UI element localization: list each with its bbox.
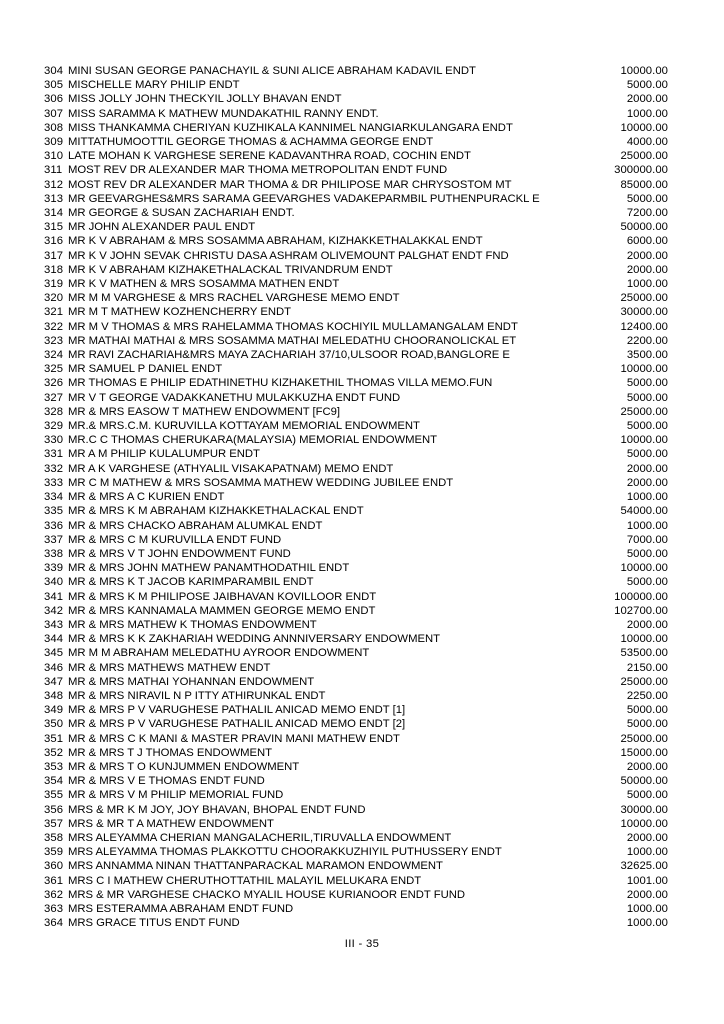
row-endowment-name: MR & MRS T J THOMAS ENDOWMENT: [68, 746, 273, 759]
row-endowment-name: MR & MRS K M ABRAHAM KIZHAKKETHALACKAL ENDT: [68, 505, 364, 518]
row-amount: 2000.00: [626, 831, 668, 844]
row-endowment-name: MR M T MATHEW KOZHENCHERRY ENDT: [68, 306, 292, 319]
row-amount: 10000.00: [620, 65, 668, 77]
row-endowment-name: MR GEEVARGHES&MRS SARAMA GEEVARGHES VADAKEPARMBIL PUTHENPURACKL E: [68, 192, 540, 205]
row-amount: 1000.00: [626, 107, 668, 120]
row-amount: 6000.00: [626, 235, 668, 248]
row-serial-number: 309: [44, 136, 64, 149]
row-amount: 5000.00: [626, 377, 668, 390]
row-endowment-name: MR & MRS EASOW T MATHEW ENDOWMENT [FC9]: [68, 405, 341, 418]
table-row: [44, 447, 668, 461]
row-endowment-name: MR V T GEORGE VADAKKANETHU MULAKKUZHA ENDT FUND: [68, 391, 401, 404]
row-endowment-name: LATE MOHAN K VARGHESE SERENE KADAVANTHRA ROAD, COCHIN ENDT: [68, 150, 471, 163]
table-row: [44, 64, 668, 78]
row-serial-number: 361: [44, 874, 64, 887]
row-amount: 5000.00: [626, 789, 668, 802]
row-amount: 50000.00: [620, 775, 668, 788]
row-serial-number: 362: [44, 888, 64, 901]
row-amount: 15000.00: [620, 746, 668, 759]
row-serial-number: 327: [44, 391, 64, 404]
row-amount: 5000.00: [626, 79, 668, 92]
row-endowment-name: MR & MRS CHACKO ABRAHAM ALUMKAL ENDT: [68, 519, 323, 532]
row-serial-number: 330: [44, 434, 64, 447]
row-amount: 2150.00: [626, 661, 668, 674]
row-amount: 30000.00: [620, 803, 668, 816]
row-amount: 5000.00: [626, 448, 668, 461]
row-serial-number: 305: [44, 79, 64, 92]
page-number-footer: III - 35: [344, 938, 380, 950]
row-amount: 10000.00: [620, 363, 668, 376]
row-serial-number: 328: [44, 405, 64, 418]
table-row: [44, 320, 668, 334]
row-endowment-name: MR A K VARGHESE (ATHYALIL VISAKAPATNAM) MEMO ENDT: [68, 462, 394, 475]
table-row: [44, 774, 668, 788]
row-endowment-name: MRS ANNAMMA NINAN THATTANPARACKAL MARAMON ENDOWMENT: [68, 860, 443, 873]
row-amount: 7000.00: [626, 533, 668, 546]
row-serial-number: 363: [44, 902, 64, 915]
table-row: [44, 575, 668, 589]
row-serial-number: 354: [44, 775, 64, 788]
row-endowment-name: MR C M MATHEW & MRS SOSAMMA MATHEW WEDDING JUBILEE ENDT: [68, 476, 454, 489]
table-row: [44, 874, 668, 888]
table-row: [44, 533, 668, 547]
row-endowment-name: MR & MRS KANNAMALA MAMMEN GEORGE MEMO ENDT: [68, 604, 376, 617]
row-serial-number: 325: [44, 363, 64, 376]
row-endowment-name: MR & MRS C M KURUVILLA ENDT FUND: [68, 533, 282, 546]
row-amount: 10000.00: [620, 562, 668, 575]
table-row: [44, 178, 668, 192]
row-endowment-name: MR & MRS P V VARUGHESE PATHALIL ANICAD MEMO ENDT [2]: [68, 718, 406, 731]
row-endowment-name: MR GEORGE & SUSAN ZACHARIAH ENDT.: [68, 207, 295, 220]
row-amount: 7200.00: [626, 207, 668, 220]
row-serial-number: 321: [44, 306, 64, 319]
table-row: [44, 803, 668, 817]
row-serial-number: 355: [44, 789, 64, 802]
row-amount: 2000.00: [626, 618, 668, 631]
table-row: [44, 78, 668, 92]
row-serial-number: 313: [44, 192, 64, 205]
table-row: [44, 689, 668, 703]
row-serial-number: 317: [44, 249, 64, 262]
table-row: [44, 519, 668, 533]
table-row: [44, 902, 668, 916]
row-amount: 1000.00: [626, 902, 668, 915]
row-amount: 32625.00: [620, 860, 668, 873]
table-row: [44, 419, 668, 433]
row-serial-number: 316: [44, 235, 64, 248]
row-endowment-name: MR M M ABRAHAM MELEDATHU AYROOR ENDOWMENT: [68, 647, 370, 660]
row-amount: 5000.00: [626, 718, 668, 731]
row-serial-number: 358: [44, 831, 64, 844]
row-serial-number: 336: [44, 519, 64, 532]
row-endowment-name: MRS C I MATHEW CHERUTHOTTATHIL MALAYIL MELUKARA ENDT: [68, 874, 422, 887]
row-endowment-name: MR & MRS P V VARUGHESE PATHALIL ANICAD MEMO ENDT [1]: [68, 704, 406, 717]
row-endowment-name: MRS ALEYAMMA CHERIAN MANGALACHERIL,TIRUVALLA ENDOWMENT: [68, 831, 452, 844]
table-row: [44, 490, 668, 504]
row-amount: 10000.00: [620, 817, 668, 830]
table-row: [44, 618, 668, 632]
row-serial-number: 357: [44, 817, 64, 830]
row-amount: 2000.00: [626, 249, 668, 262]
row-amount: 1000.00: [626, 917, 668, 930]
table-row: [44, 135, 668, 149]
table-row: [44, 817, 668, 831]
table-row: [44, 845, 668, 859]
table-row: [44, 632, 668, 646]
row-serial-number: 326: [44, 377, 64, 390]
table-row: [44, 547, 668, 561]
row-amount: 100000.00: [614, 590, 668, 603]
row-endowment-name: MR & MRS V M PHILIP MEMORIAL FUND: [68, 789, 284, 802]
row-amount: 12400.00: [620, 320, 668, 333]
table-row: [44, 590, 668, 604]
row-serial-number: 324: [44, 349, 64, 362]
table-row: [44, 760, 668, 774]
row-endowment-name: MR M M VARGHESE & MRS RACHEL VARGHESE MEMO ENDT: [68, 292, 400, 305]
row-serial-number: 308: [44, 121, 64, 134]
row-amount: 300000.00: [614, 164, 668, 177]
row-serial-number: 320: [44, 292, 64, 305]
row-endowment-name: MR K V JOHN SEVAK CHRISTU DASA ASHRAM OLIVEMOUNT PALGHAT ENDT FND: [68, 249, 509, 262]
row-endowment-name: MR K V ABRAHAM & MRS SOSAMMA ABRAHAM, KIZHAKKETHALAKKAL ENDT: [68, 235, 483, 248]
row-serial-number: 312: [44, 178, 64, 191]
row-amount: 85000.00: [620, 178, 668, 191]
table-row: [44, 732, 668, 746]
row-serial-number: 353: [44, 760, 64, 773]
row-endowment-name: MISS THANKAMMA CHERIYAN KUZHIKALA KANNIMEL NANGIARKULANGARA ENDT: [68, 121, 513, 134]
row-serial-number: 342: [44, 604, 64, 617]
row-endowment-name: MR & MRS K K ZAKHARIAH WEDDING ANNNIVERSARY ENDOWMENT: [68, 633, 440, 646]
row-endowment-name: MR & MRS MATHEWS MATHEW ENDT: [68, 661, 271, 674]
row-amount: 1000.00: [626, 519, 668, 532]
row-serial-number: 337: [44, 533, 64, 546]
row-endowment-name: MR MATHAI MATHAI & MRS SOSAMMA MATHAI MELEDATHU CHOORANOLICKAL ET: [68, 334, 517, 347]
row-serial-number: 344: [44, 633, 64, 646]
row-serial-number: 310: [44, 150, 64, 163]
table-row: [44, 717, 668, 731]
table-row: [44, 476, 668, 490]
row-serial-number: 335: [44, 505, 64, 518]
table-row: [44, 334, 668, 348]
row-endowment-name: MR A M PHILIP KULALUMPUR ENDT: [68, 448, 260, 461]
row-amount: 1000.00: [626, 278, 668, 291]
row-endowment-name: MISS JOLLY JOHN THECKYIL JOLLY BHAVAN ENDT: [68, 93, 342, 106]
row-amount: 1000.00: [626, 491, 668, 504]
table-row: [44, 234, 668, 248]
row-serial-number: 356: [44, 803, 64, 816]
table-row: [44, 249, 668, 263]
row-serial-number: 364: [44, 917, 64, 930]
row-serial-number: 360: [44, 860, 64, 873]
row-amount: 1001.00: [626, 874, 668, 887]
table-row: [44, 504, 668, 518]
table-row: [44, 703, 668, 717]
table-row: [44, 604, 668, 618]
row-endowment-name: MR.C C THOMAS CHERUKARA(MALAYSIA) MEMORIAL ENDOWMENT: [68, 434, 438, 447]
row-amount: 10000.00: [620, 633, 668, 646]
row-endowment-name: MR RAVI ZACHARIAH&MRS MAYA ZACHARIAH 37/10,ULSOOR ROAD,BANGLORE E: [68, 349, 510, 362]
row-amount: 2000.00: [626, 462, 668, 475]
row-amount: 10000.00: [620, 434, 668, 447]
table-row: [44, 405, 668, 419]
row-amount: 10000.00: [620, 121, 668, 134]
row-amount: 5000.00: [626, 420, 668, 433]
row-amount: 54000.00: [620, 505, 668, 518]
row-serial-number: 346: [44, 661, 64, 674]
table-row: [44, 149, 668, 163]
row-amount: 5000.00: [626, 391, 668, 404]
row-endowment-name: MR K V ABRAHAM KIZHAKETHALACKAL TRIVANDRUM ENDT: [68, 263, 393, 276]
row-endowment-name: MR & MRS K T JACOB KARIMPARAMBIL ENDT: [68, 576, 314, 589]
table-row: [44, 433, 668, 447]
table-row: [44, 391, 668, 405]
row-amount: 2000.00: [626, 476, 668, 489]
row-amount: 3500.00: [626, 349, 668, 362]
endowment-table-body: [44, 64, 668, 930]
table-row: [44, 263, 668, 277]
row-endowment-name: MRS GRACE TITUS ENDT FUND: [68, 917, 240, 930]
row-serial-number: 339: [44, 562, 64, 575]
row-endowment-name: MITTATHUMOOTTIL GEORGE THOMAS & ACHAMMA GEORGE ENDT: [68, 136, 434, 149]
row-serial-number: 314: [44, 207, 64, 220]
table-row: [44, 661, 668, 675]
row-endowment-name: MR & MRS NIRAVIL N P ITTY ATHIRUNKAL ENDT: [68, 689, 326, 702]
row-amount: 5000.00: [626, 576, 668, 589]
row-endowment-name: MR & MRS MATHAI YOHANNAN ENDOWMENT: [68, 675, 315, 688]
row-amount: 25000.00: [620, 675, 668, 688]
row-amount: 50000.00: [620, 221, 668, 234]
row-serial-number: 319: [44, 278, 64, 291]
table-row: [44, 348, 668, 362]
row-amount: 53500.00: [620, 647, 668, 660]
row-amount: 2250.00: [626, 689, 668, 702]
row-amount: 4000.00: [626, 136, 668, 149]
row-amount: 30000.00: [620, 306, 668, 319]
row-amount: 25000.00: [620, 405, 668, 418]
row-amount: 102700.00: [614, 604, 668, 617]
row-serial-number: 351: [44, 732, 64, 745]
row-serial-number: 331: [44, 448, 64, 461]
row-endowment-name: MR JOHN ALEXANDER PAUL ENDT: [68, 221, 256, 234]
row-serial-number: 307: [44, 107, 64, 120]
row-amount: 1000.00: [626, 846, 668, 859]
row-serial-number: 359: [44, 846, 64, 859]
table-row: [44, 376, 668, 390]
row-endowment-name: MR K V MATHEN & MRS SOSAMMA MATHEN ENDT: [68, 278, 340, 291]
row-serial-number: 341: [44, 590, 64, 603]
table-row: [44, 859, 668, 873]
row-endowment-name: MR & MRS V E THOMAS ENDT FUND: [68, 775, 265, 788]
row-endowment-name: MR M V THOMAS & MRS RAHELAMMA THOMAS KOCHIYIL MULLAMANGALAM ENDT: [68, 320, 518, 333]
table-row: [44, 916, 668, 930]
row-serial-number: 347: [44, 675, 64, 688]
row-endowment-name: MISCHELLE MARY PHILIP ENDT: [68, 79, 240, 92]
row-serial-number: 343: [44, 618, 64, 631]
row-endowment-name: MOST REV DR ALEXANDER MAR THOMA METROPOLITAN ENDT FUND: [68, 164, 448, 177]
row-serial-number: 311: [44, 164, 63, 177]
row-amount: 5000.00: [626, 192, 668, 205]
row-endowment-name: MINI SUSAN GEORGE PANACHAYIL & SUNI ALICE ABRAHAM KADAVIL ENDT: [68, 65, 476, 77]
row-endowment-name: MR.& MRS.C.M. KURUVILLA KOTTAYAM MEMORIAL ENDOWMENT: [68, 420, 420, 433]
row-serial-number: 318: [44, 263, 64, 276]
row-serial-number: 334: [44, 491, 64, 504]
table-row: [44, 92, 668, 106]
table-row: [44, 163, 668, 177]
row-endowment-name: MR & MRS K M PHILIPOSE JAIBHAVAN KOVILLOOR ENDT: [68, 590, 377, 603]
row-serial-number: 345: [44, 647, 64, 660]
table-row: [44, 220, 668, 234]
row-endowment-name: MR & MRS JOHN MATHEW PANAMTHODATHIL ENDT: [68, 562, 350, 575]
row-endowment-name: MR & MRS T O KUNJUMMEN ENDOWMENT: [68, 760, 300, 773]
row-serial-number: 315: [44, 221, 64, 234]
row-endowment-name: MRS & MR K M JOY, JOY BHAVAN, BHOPAL ENDT FUND: [68, 803, 366, 816]
table-row: [44, 675, 668, 689]
row-amount: 2000.00: [626, 760, 668, 773]
row-amount: 2200.00: [626, 334, 668, 347]
table-row: [44, 646, 668, 660]
table-row: [44, 746, 668, 760]
row-serial-number: 348: [44, 689, 64, 702]
row-serial-number: 304: [44, 65, 64, 77]
table-row: [44, 462, 668, 476]
row-endowment-name: MISS SARAMMA K MATHEW MUNDAKATHIL RANNY ENDT.: [68, 107, 379, 120]
table-row: [44, 305, 668, 319]
row-endowment-name: MR SAMUEL P DANIEL ENDT: [68, 363, 223, 376]
row-endowment-name: MOST REV DR ALEXANDER MAR THOMA & DR PHILIPOSE MAR CHRYSOSTOM MT: [68, 178, 512, 191]
row-endowment-name: MRS ESTERAMMA ABRAHAM ENDT FUND: [68, 902, 294, 915]
row-serial-number: 306: [44, 93, 64, 106]
row-serial-number: 322: [44, 320, 64, 333]
row-amount: 25000.00: [620, 292, 668, 305]
table-row: [44, 107, 668, 121]
row-amount: 2000.00: [626, 888, 668, 901]
row-serial-number: 333: [44, 476, 64, 489]
row-endowment-name: MR & MRS C K MANI & MASTER PRAVIN MANI MATHEW ENDT: [68, 732, 400, 745]
row-endowment-name: MR & MRS V T JOHN ENDOWMENT FUND: [68, 547, 291, 560]
table-row: [44, 277, 668, 291]
table-row: [44, 831, 668, 845]
row-amount: 5000.00: [626, 547, 668, 560]
row-serial-number: 329: [44, 420, 64, 433]
row-serial-number: 350: [44, 718, 64, 731]
row-serial-number: 332: [44, 462, 64, 475]
row-endowment-name: MR & MRS A C KURIEN ENDT: [68, 491, 225, 504]
row-serial-number: 349: [44, 704, 64, 717]
row-amount: 5000.00: [626, 704, 668, 717]
row-endowment-name: MR THOMAS E PHILIP EDATHINETHU KIZHAKETHIL THOMAS VILLA MEMO.FUN: [68, 377, 493, 390]
row-serial-number: 352: [44, 746, 64, 759]
row-serial-number: 323: [44, 334, 64, 347]
table-row: [44, 121, 668, 135]
row-amount: 25000.00: [620, 732, 668, 745]
endowment-table: [44, 64, 668, 930]
row-endowment-name: MRS ALEYAMMA THOMAS PLAKKOTTU CHOORAKKUZHIYIL PUTHUSSERY ENDT: [68, 846, 502, 859]
table-row: [44, 888, 668, 902]
row-amount: 2000.00: [626, 93, 668, 106]
row-endowment-name: MRS & MR VARGHESE CHACKO MYALIL HOUSE KURIANOOR ENDT FUND: [68, 888, 466, 901]
endowment-ledger: [44, 64, 668, 930]
row-serial-number: 338: [44, 547, 64, 560]
row-amount: 2000.00: [626, 263, 668, 276]
table-row: [44, 788, 668, 802]
row-amount: 25000.00: [620, 150, 668, 163]
table-row: [44, 561, 668, 575]
table-row: [44, 291, 668, 305]
table-row: [44, 362, 668, 376]
row-endowment-name: MR & MRS MATHEW K THOMAS ENDOWMENT: [68, 618, 317, 631]
row-endowment-name: MRS & MR T A MATHEW ENDOWMENT: [68, 817, 274, 830]
table-row: [44, 192, 668, 206]
table-row: [44, 206, 668, 220]
row-serial-number: 340: [44, 576, 64, 589]
